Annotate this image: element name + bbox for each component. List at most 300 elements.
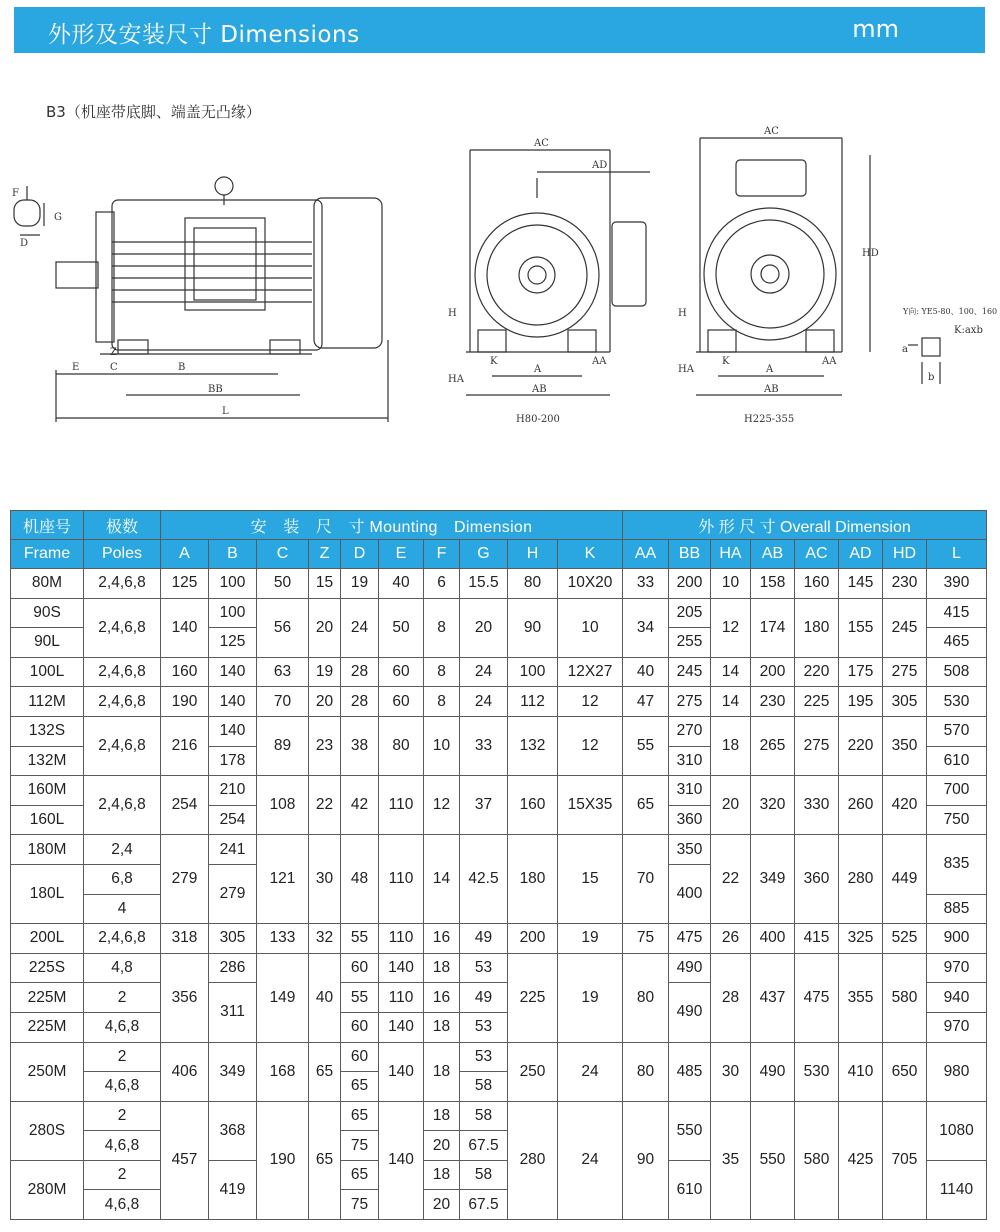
cell: 48 (341, 835, 379, 924)
cell: 75 (623, 924, 669, 954)
cell: 580 (795, 1101, 839, 1219)
cell: 125 (161, 569, 209, 599)
header-col: Frame (11, 540, 84, 569)
cell: 20 (424, 1131, 460, 1161)
cell: 100L (11, 657, 84, 687)
header-col: BB (669, 540, 711, 569)
cell: 305 (209, 924, 257, 954)
cell: 140 (379, 1042, 424, 1101)
cell: 65 (309, 1101, 341, 1219)
cell: 900 (927, 924, 987, 954)
cell: 160 (795, 569, 839, 599)
cell: 570 (927, 716, 987, 746)
cell: 180 (508, 835, 558, 924)
header-col: E (379, 540, 424, 569)
cell: 23 (309, 716, 341, 775)
cell: 175 (839, 657, 883, 687)
cell: 230 (751, 687, 795, 717)
cell: 20 (711, 776, 751, 835)
cell: 580 (883, 953, 927, 1042)
cell: 12 (711, 598, 751, 657)
cell: 449 (883, 835, 927, 924)
cell: 1140 (927, 1160, 987, 1219)
cell: 2 (84, 1042, 161, 1072)
cell: 22 (711, 835, 751, 924)
cell: 42 (341, 776, 379, 835)
cell: 90L (11, 628, 84, 658)
header-mounting: 安 装 尺 寸 Mounting Dimension (161, 511, 623, 540)
cell: 406 (161, 1042, 209, 1101)
cell: 270 (669, 716, 711, 746)
header-col: D (341, 540, 379, 569)
label-H-small: H (448, 308, 457, 319)
table-row (11, 1042, 987, 1072)
cell: 70 (257, 687, 309, 717)
cell: 10 (424, 716, 460, 775)
cell: 15.5 (460, 569, 508, 599)
cell: 50 (379, 598, 424, 657)
cell: 2,4,6,8 (84, 687, 161, 717)
cell: 2,4,6,8 (84, 657, 161, 687)
cell: 47 (623, 687, 669, 717)
cell: 24 (341, 598, 379, 657)
cell: 280S (11, 1101, 84, 1160)
label-range-large: H225-355 (744, 414, 795, 425)
cell: 265 (751, 716, 795, 775)
cell: 225M (11, 1012, 84, 1042)
cell: 200 (508, 924, 558, 954)
cell: 260 (839, 776, 883, 835)
cell: 225 (508, 953, 558, 1042)
label-D: D (20, 238, 29, 249)
cell: 610 (669, 1160, 711, 1219)
cell: 330 (795, 776, 839, 835)
cell: 250M (11, 1042, 84, 1101)
cell: 508 (927, 657, 987, 687)
cell: 60 (379, 687, 424, 717)
label-HA-large: HA (678, 364, 694, 375)
cell: 14 (424, 835, 460, 924)
cell: 190 (257, 1101, 309, 1219)
cell: 158 (751, 569, 795, 599)
cell: 12 (424, 776, 460, 835)
cell: 75 (341, 1190, 379, 1220)
label-key-note: Y向: YE5-80、100、160 (903, 307, 998, 316)
cell: 286 (209, 953, 257, 983)
cell: 28 (341, 657, 379, 687)
cell: 15X35 (558, 776, 623, 835)
cell: 40 (623, 657, 669, 687)
cell: 60 (341, 1042, 379, 1072)
cell: 40 (379, 569, 424, 599)
cell: 254 (209, 805, 257, 835)
cell: 80 (508, 569, 558, 599)
header-col: HD (883, 540, 927, 569)
cell: 145 (839, 569, 883, 599)
cell: 650 (883, 1042, 927, 1101)
cell: 18 (424, 1012, 460, 1042)
cell: 425 (839, 1101, 883, 1219)
cell: 160 (508, 776, 558, 835)
label-HD: HD (862, 248, 879, 259)
cell: 280 (839, 835, 883, 924)
cell: 140 (379, 1101, 424, 1219)
cell: 350 (669, 835, 711, 865)
cell: 280M (11, 1160, 84, 1219)
cell: 140 (379, 953, 424, 983)
cell: 254 (161, 776, 209, 835)
cell: 475 (669, 924, 711, 954)
cell: 8 (424, 687, 460, 717)
cell: 90 (508, 598, 558, 657)
cell: 70 (623, 835, 669, 924)
cell: 530 (927, 687, 987, 717)
cell: 65 (309, 1042, 341, 1101)
cell: 2,4,6,8 (84, 569, 161, 599)
cell: 30 (711, 1042, 751, 1101)
label-K-large: K (722, 356, 730, 367)
cell: 19 (558, 924, 623, 954)
label-range-small: H80-200 (516, 414, 560, 425)
cell: 225S (11, 953, 84, 983)
cell: 279 (161, 835, 209, 924)
cell: 4,6,8 (84, 1131, 161, 1161)
cell: 67.5 (460, 1190, 508, 1220)
cell: 24 (558, 1042, 623, 1101)
cell: 55 (623, 716, 669, 775)
cell: 19 (341, 569, 379, 599)
cell: 112 (508, 687, 558, 717)
header-row-1 (11, 511, 987, 540)
cell: 112M (11, 687, 84, 717)
label-HA-small: HA (448, 374, 464, 385)
cell: 550 (669, 1101, 711, 1160)
label-G: G (54, 212, 62, 223)
cell: 132S (11, 716, 84, 746)
cell: 22 (309, 776, 341, 835)
cell: 53 (460, 1012, 508, 1042)
cell: 26 (711, 924, 751, 954)
cell: 360 (795, 835, 839, 924)
cell: 280 (508, 1101, 558, 1219)
cell: 100 (209, 598, 257, 628)
cell: 110 (379, 983, 424, 1013)
cell: 700 (927, 776, 987, 806)
cell: 705 (883, 1101, 927, 1219)
label-C: C (110, 362, 118, 373)
label-AB-small: AB (532, 384, 547, 395)
header-col: AD (839, 540, 883, 569)
cell: 490 (751, 1042, 795, 1101)
label-AD: AD (592, 160, 608, 171)
table-row (11, 687, 987, 717)
cell: 349 (209, 1042, 257, 1101)
cell: 24 (558, 1101, 623, 1219)
cell: 195 (839, 687, 883, 717)
cell: 14 (711, 687, 751, 717)
cell: 216 (161, 716, 209, 775)
cell: 80 (623, 1042, 669, 1101)
cell: 20 (309, 687, 341, 717)
cell: 420 (883, 776, 927, 835)
cell: 2 (84, 1101, 161, 1131)
cell: 132M (11, 746, 84, 776)
cell: 275 (669, 687, 711, 717)
cell: 42.5 (460, 835, 508, 924)
cell: 490 (669, 953, 711, 983)
cell: 100 (209, 569, 257, 599)
cell: 18 (424, 1042, 460, 1101)
cell: 200L (11, 924, 84, 954)
cell: 140 (161, 598, 209, 657)
front-view-large (696, 160, 842, 352)
cell: 275 (795, 716, 839, 775)
cell: 835 (927, 835, 987, 894)
cell: 34 (623, 598, 669, 657)
cell: 65 (341, 1101, 379, 1131)
cell: 14 (711, 657, 751, 687)
cell: 65 (341, 1072, 379, 1102)
cell: 980 (927, 1042, 987, 1101)
cell: 160M (11, 776, 84, 806)
table-row (11, 924, 987, 954)
table-row (11, 835, 987, 865)
cell: 12X27 (558, 657, 623, 687)
cell: 305 (883, 687, 927, 717)
cell: 245 (883, 598, 927, 657)
cell: 4 (84, 894, 161, 924)
technical-drawing (0, 115, 1000, 435)
cell: 133 (257, 924, 309, 954)
cell: 350 (883, 716, 927, 775)
side-view-motor (56, 177, 382, 354)
cell: 465 (927, 628, 987, 658)
cell: 275 (883, 657, 927, 687)
cell: 4,6,8 (84, 1190, 161, 1220)
cell: 67.5 (460, 1131, 508, 1161)
label-K-small: K (490, 356, 498, 367)
page-title: 外形及安装尺寸 Dimensions (48, 22, 360, 48)
cell: 20 (309, 598, 341, 657)
header-col: AC (795, 540, 839, 569)
cell: 1080 (927, 1101, 987, 1160)
cell: 10 (558, 598, 623, 657)
table-row (11, 776, 987, 806)
cell: 6,8 (84, 864, 161, 894)
cell: 970 (927, 953, 987, 983)
cell: 125 (209, 628, 257, 658)
cell: 58 (460, 1160, 508, 1190)
header-col: B (209, 540, 257, 569)
label-E: E (72, 362, 80, 373)
table-row (11, 1101, 987, 1131)
cell: 40 (309, 953, 341, 1042)
cell: 360 (669, 805, 711, 835)
drawing-caption: B3（机座带底脚、端盖无凸缘） (46, 103, 261, 121)
cell: 225 (795, 687, 839, 717)
cell: 210 (209, 776, 257, 806)
cell: 885 (927, 894, 987, 924)
cell: 250 (508, 1042, 558, 1101)
cell: 80M (11, 569, 84, 599)
cell: 90 (623, 1101, 669, 1219)
cell: 220 (839, 716, 883, 775)
cell: 160L (11, 805, 84, 835)
cell: 2,4,6,8 (84, 776, 161, 835)
header-col: C (257, 540, 309, 569)
cell: 220 (795, 657, 839, 687)
header-col: AA (623, 540, 669, 569)
cell: 49 (460, 924, 508, 954)
cell: 28 (711, 953, 751, 1042)
cell: 18 (424, 1160, 460, 1190)
header-overall: 外 形 尺 寸 Overall Dimension (623, 511, 987, 540)
cell: 475 (795, 953, 839, 1042)
cell: 19 (558, 953, 623, 1042)
header-col: A (161, 540, 209, 569)
cell: 80 (379, 716, 424, 775)
label-AB-large: AB (764, 384, 779, 395)
cell: 140 (209, 657, 257, 687)
cell: 20 (424, 1190, 460, 1220)
cell: 28 (341, 687, 379, 717)
cell: 400 (669, 864, 711, 923)
cell: 18 (711, 716, 751, 775)
cell: 149 (257, 953, 309, 1042)
cell: 75 (341, 1131, 379, 1161)
cell: 205 (669, 598, 711, 628)
label-key-a: a (902, 344, 908, 355)
label-L: L (222, 406, 229, 417)
cell: 2,4 (84, 835, 161, 865)
cell: 356 (161, 953, 209, 1042)
label-AA-small: AA (592, 356, 607, 367)
cell: 80 (623, 953, 669, 1042)
cell: 180 (795, 598, 839, 657)
table-row (11, 716, 987, 746)
cell: 10X20 (558, 569, 623, 599)
cell: 318 (161, 924, 209, 954)
cell: 241 (209, 835, 257, 865)
cell: 310 (669, 776, 711, 806)
cell: 108 (257, 776, 309, 835)
key-section-detail (908, 338, 940, 384)
cell: 30 (309, 835, 341, 924)
header-col: H (508, 540, 558, 569)
cell: 415 (795, 924, 839, 954)
cell: 132 (508, 716, 558, 775)
cell: 415 (927, 598, 987, 628)
cell: 2,4,6,8 (84, 598, 161, 657)
cell: 33 (460, 716, 508, 775)
cell: 485 (669, 1042, 711, 1101)
table-row (11, 569, 987, 599)
table-row (11, 953, 987, 983)
cell: 56 (257, 598, 309, 657)
cell: 190 (161, 687, 209, 717)
header-row-2 (11, 540, 987, 569)
label-H-large: H (678, 308, 687, 319)
cell: 63 (257, 657, 309, 687)
cell: 55 (341, 924, 379, 954)
cell: 33 (623, 569, 669, 599)
header-poles-cn: 极数 (84, 511, 161, 540)
label-key-b: b (928, 372, 935, 383)
cell: 8 (424, 598, 460, 657)
cell: 55 (341, 983, 379, 1013)
cell: 279 (209, 864, 257, 923)
label-B: B (178, 362, 186, 373)
header-col: G (460, 540, 508, 569)
cell: 140 (379, 1012, 424, 1042)
cell: 37 (460, 776, 508, 835)
cell: 15 (309, 569, 341, 599)
header-col: HA (711, 540, 751, 569)
cell: 12 (558, 687, 623, 717)
cell: 15 (558, 835, 623, 924)
cell: 4,6,8 (84, 1072, 161, 1102)
cell: 89 (257, 716, 309, 775)
header-col: Z (309, 540, 341, 569)
cell: 20 (460, 598, 508, 657)
cell: 168 (257, 1042, 309, 1101)
cell: 16 (424, 924, 460, 954)
cell: 200 (669, 569, 711, 599)
cell: 155 (839, 598, 883, 657)
cell: 8 (424, 657, 460, 687)
cell: 174 (751, 598, 795, 657)
cell: 110 (379, 924, 424, 954)
cell: 16 (424, 983, 460, 1013)
cell: 18 (424, 953, 460, 983)
cell: 58 (460, 1072, 508, 1102)
cell: 400 (751, 924, 795, 954)
cell: 140 (209, 716, 257, 746)
label-BB: BB (208, 384, 223, 395)
cell: 58 (460, 1101, 508, 1131)
cell: 310 (669, 746, 711, 776)
cell: 419 (209, 1160, 257, 1219)
cell: 140 (209, 687, 257, 717)
cell: 230 (883, 569, 927, 599)
cell: 180L (11, 864, 84, 923)
cell: 60 (379, 657, 424, 687)
cell: 2 (84, 1160, 161, 1190)
cell: 38 (341, 716, 379, 775)
dimensions-table (10, 510, 987, 1220)
cell: 525 (883, 924, 927, 954)
cell: 10 (711, 569, 751, 599)
label-AC-large: AC (764, 126, 779, 137)
cell: 490 (669, 983, 711, 1042)
cell: 160 (161, 657, 209, 687)
cell: 320 (751, 776, 795, 835)
cell: 4,8 (84, 953, 161, 983)
cell: 24 (460, 687, 508, 717)
label-key: K:axb (954, 325, 983, 336)
cell: 325 (839, 924, 883, 954)
cell: 610 (927, 746, 987, 776)
cell: 6 (424, 569, 460, 599)
cell: 311 (209, 983, 257, 1042)
cell: 180M (11, 835, 84, 865)
cell: 60 (341, 953, 379, 983)
cell: 49 (460, 983, 508, 1013)
cell: 355 (839, 953, 883, 1042)
cell: 970 (927, 1012, 987, 1042)
cell: 110 (379, 776, 424, 835)
cell: 65 (341, 1160, 379, 1190)
